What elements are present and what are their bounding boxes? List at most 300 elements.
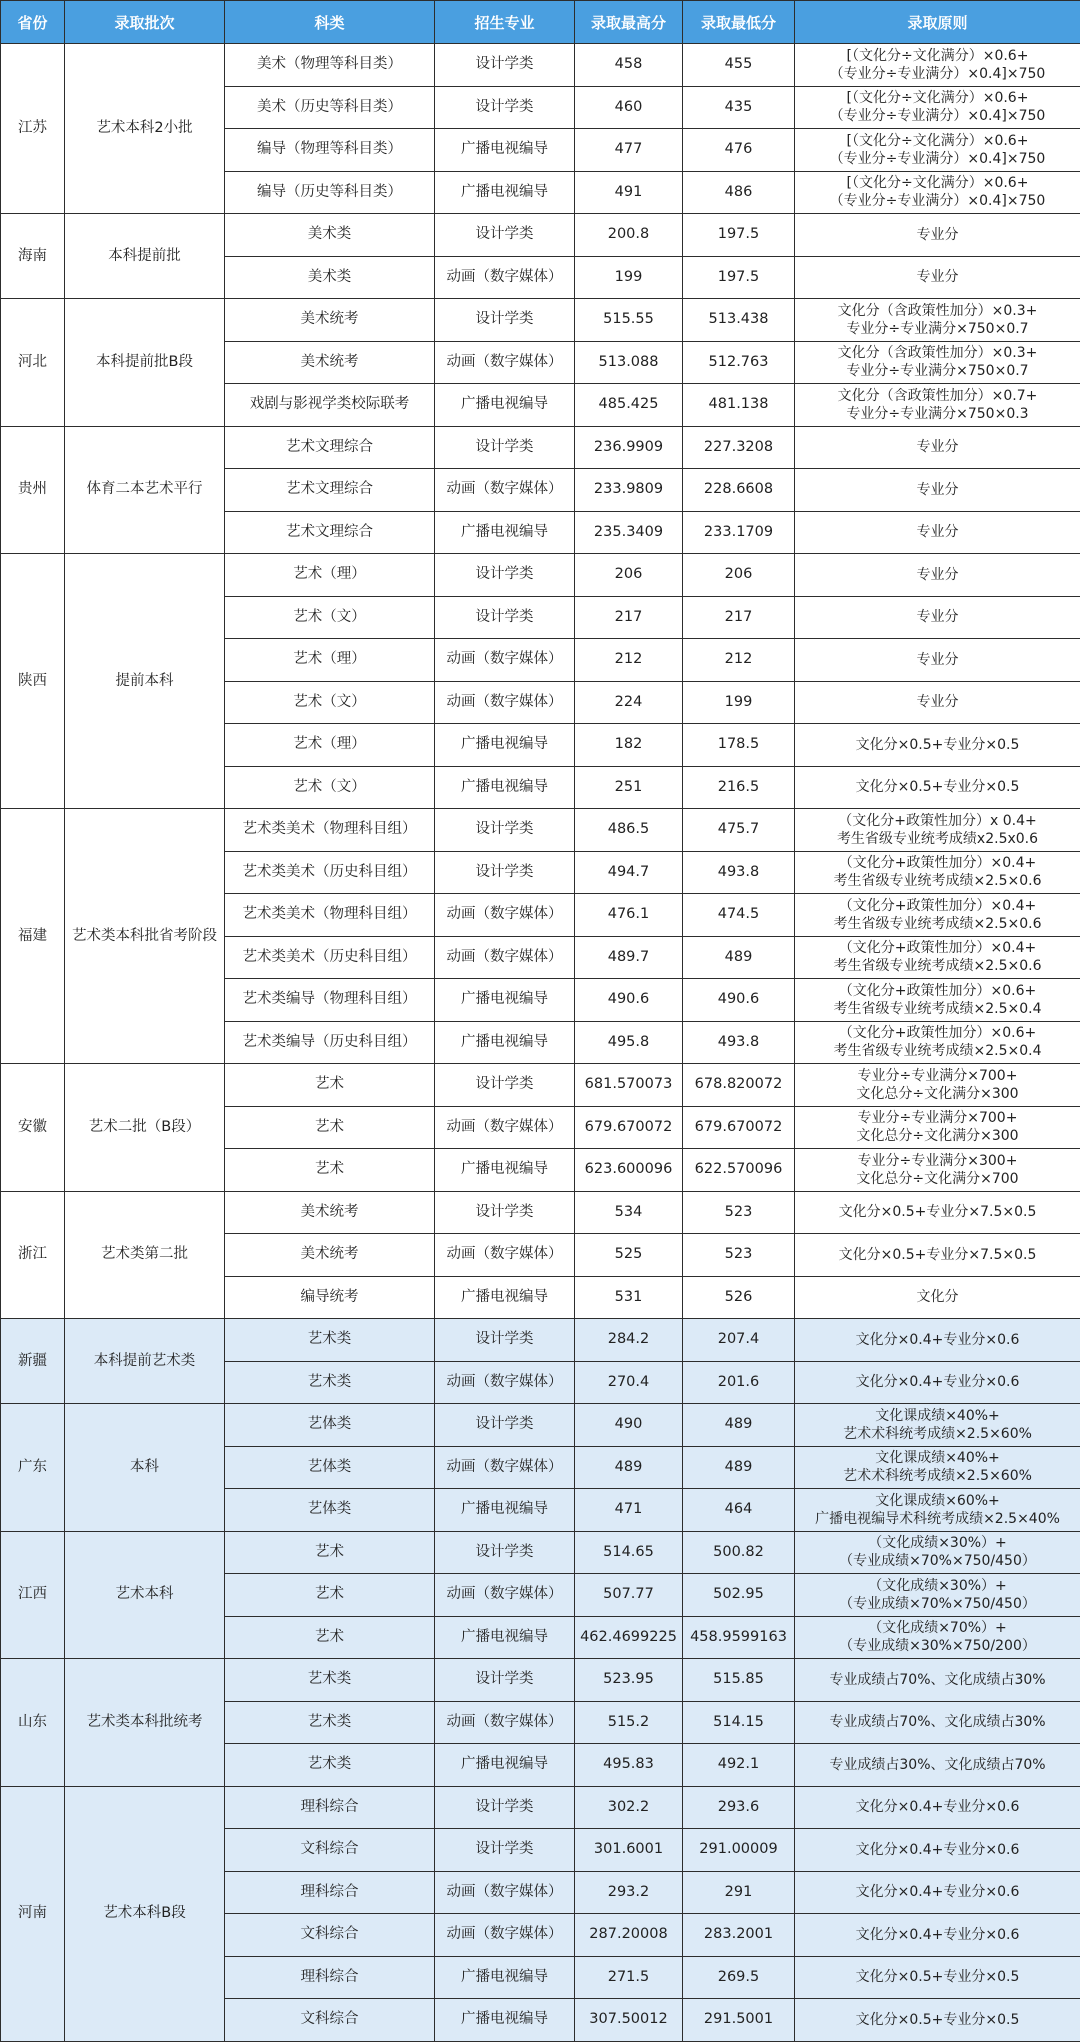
table-row xyxy=(1,1319,1080,1362)
admission-rule-cell xyxy=(795,384,1080,427)
header-category: 科类 xyxy=(225,1,435,44)
min-score-cell: 291.00009 xyxy=(683,1829,795,1872)
rule-line: 文化总分÷文化满分×700 xyxy=(798,1170,1077,1188)
max-score-cell: 679.670072 xyxy=(575,1106,683,1149)
admission-rule-cell xyxy=(795,681,1080,724)
min-score-cell: 269.5 xyxy=(683,1956,795,1999)
province-cell: 浙江 xyxy=(1,1191,65,1319)
batch-cell: 提前本科 xyxy=(65,554,225,809)
major-cell: 设计学类 xyxy=(435,1404,575,1447)
min-score-cell: 233.1709 xyxy=(683,511,795,554)
table-row xyxy=(1,44,1080,87)
rule-line: 专业分÷专业满分×750×0.3 xyxy=(798,405,1077,423)
batch-cell: 本科提前批B段 xyxy=(65,299,225,427)
admission-rule-cell xyxy=(795,1701,1080,1744)
province-cell: 山东 xyxy=(1,1659,65,1787)
major-cell: 广播电视编导 xyxy=(435,384,575,427)
min-score-cell: 216.5 xyxy=(683,766,795,809)
category-cell: 艺术文理综合 xyxy=(225,426,435,469)
major-cell: 设计学类 xyxy=(435,1531,575,1574)
major-cell: 广播电视编导 xyxy=(435,1956,575,1999)
major-cell: 广播电视编导 xyxy=(435,129,575,172)
rule-line: 文化分×0.4+专业分×0.6 xyxy=(798,1331,1077,1349)
category-cell: 艺术类 xyxy=(225,1744,435,1787)
admission-rule-cell xyxy=(795,1786,1080,1829)
category-cell: 理科综合 xyxy=(225,1786,435,1829)
min-score-cell: 679.670072 xyxy=(683,1106,795,1149)
max-score-cell: 458 xyxy=(575,44,683,87)
rule-line: 文化分×0.5+专业分×0.5 xyxy=(798,2011,1077,2029)
max-score-cell: 460 xyxy=(575,86,683,129)
admission-rule-cell xyxy=(795,1744,1080,1787)
min-score-cell: 197.5 xyxy=(683,256,795,299)
table-body xyxy=(1,44,1080,2042)
min-score-cell: 217 xyxy=(683,596,795,639)
admission-rule-cell xyxy=(795,1956,1080,1999)
province-cell: 陕西 xyxy=(1,554,65,809)
rule-line: （专业成绩×70%×750/450） xyxy=(798,1552,1077,1570)
major-cell: 设计学类 xyxy=(435,851,575,894)
major-cell: 设计学类 xyxy=(435,1829,575,1872)
rule-line: 专业分 xyxy=(798,608,1077,626)
min-score-cell: 493.8 xyxy=(683,1021,795,1064)
major-cell: 广播电视编导 xyxy=(435,724,575,767)
rule-line: （专业分÷专业满分）×0.4]×750 xyxy=(798,107,1077,125)
rule-line: 专业分÷专业满分×700+ xyxy=(798,1067,1077,1085)
rule-line: （文化成绩×30%）+ xyxy=(798,1534,1077,1552)
category-cell: 艺术类编导（物理科目组） xyxy=(225,979,435,1022)
min-score-cell: 475.7 xyxy=(683,809,795,852)
admission-rule-cell xyxy=(795,936,1080,979)
category-cell: 艺术类编导（历史科目组） xyxy=(225,1021,435,1064)
major-cell: 动画（数字媒体） xyxy=(435,894,575,937)
admission-rule-cell xyxy=(795,511,1080,554)
category-cell: 艺术类 xyxy=(225,1319,435,1362)
max-score-cell: 513.088 xyxy=(575,341,683,384)
category-cell: 美术统考 xyxy=(225,1191,435,1234)
rule-line: 文化分×0.5+专业分×0.5 xyxy=(798,1968,1077,1986)
admission-rule-cell xyxy=(795,341,1080,384)
admission-rule-cell xyxy=(795,469,1080,512)
major-cell: 动画（数字媒体） xyxy=(435,341,575,384)
major-cell: 动画（数字媒体） xyxy=(435,936,575,979)
min-score-cell: 291 xyxy=(683,1871,795,1914)
rule-line: [（文化分÷文化满分）×0.6+ xyxy=(798,174,1077,192)
category-cell: 艺术文理综合 xyxy=(225,511,435,554)
major-cell: 广播电视编导 xyxy=(435,171,575,214)
rule-line: 文化分 xyxy=(798,1288,1077,1306)
min-score-cell: 464 xyxy=(683,1489,795,1532)
min-score-cell: 227.3208 xyxy=(683,426,795,469)
rule-line: 专业成绩占70%、文化成绩占30% xyxy=(798,1671,1077,1689)
admission-rule-cell xyxy=(795,214,1080,257)
category-cell: 艺术 xyxy=(225,1064,435,1107)
province-cell: 河北 xyxy=(1,299,65,427)
major-cell: 动画（数字媒体） xyxy=(435,1871,575,1914)
category-cell: 艺术 xyxy=(225,1149,435,1192)
min-score-cell: 199 xyxy=(683,681,795,724)
rule-line: 文化分×0.4+专业分×0.6 xyxy=(798,1883,1077,1901)
max-score-cell: 182 xyxy=(575,724,683,767)
min-score-cell: 514.15 xyxy=(683,1701,795,1744)
min-score-cell: 435 xyxy=(683,86,795,129)
major-cell: 设计学类 xyxy=(435,1064,575,1107)
rule-line: 文化总分÷文化满分×300 xyxy=(798,1127,1077,1145)
category-cell: 艺术类 xyxy=(225,1361,435,1404)
max-score-cell: 507.77 xyxy=(575,1574,683,1617)
category-cell: 编导统考 xyxy=(225,1276,435,1319)
batch-cell: 艺术本科2小批 xyxy=(65,44,225,214)
rule-line: （专业成绩×30%×750/200） xyxy=(798,1637,1077,1655)
max-score-cell: 212 xyxy=(575,639,683,682)
rule-line: 文化分×0.4+专业分×0.6 xyxy=(798,1373,1077,1391)
rule-line: （文化分+政策性加分）×0.6+ xyxy=(798,1024,1077,1042)
max-score-cell: 287.20008 xyxy=(575,1914,683,1957)
major-cell: 动画（数字媒体） xyxy=(435,256,575,299)
rule-line: 文化分×0.5+专业分×7.5×0.5 xyxy=(798,1246,1077,1264)
admission-rule-cell xyxy=(795,1659,1080,1702)
major-cell: 广播电视编导 xyxy=(435,1276,575,1319)
province-cell: 江苏 xyxy=(1,44,65,214)
category-cell: 艺术类美术（物理科目组） xyxy=(225,809,435,852)
max-score-cell: 224 xyxy=(575,681,683,724)
category-cell: 艺体类 xyxy=(225,1489,435,1532)
province-cell: 贵州 xyxy=(1,426,65,554)
batch-cell: 艺术类第二批 xyxy=(65,1191,225,1319)
category-cell: 文科综合 xyxy=(225,1829,435,1872)
max-score-cell: 494.7 xyxy=(575,851,683,894)
major-cell: 设计学类 xyxy=(435,596,575,639)
major-cell: 设计学类 xyxy=(435,1786,575,1829)
max-score-cell: 301.6001 xyxy=(575,1829,683,1872)
table-row xyxy=(1,554,1080,597)
major-cell: 设计学类 xyxy=(435,554,575,597)
admission-rule-cell xyxy=(795,86,1080,129)
major-cell: 设计学类 xyxy=(435,809,575,852)
batch-cell: 艺术类本科批统考 xyxy=(65,1659,225,1787)
min-score-cell: 212 xyxy=(683,639,795,682)
max-score-cell: 495.83 xyxy=(575,1744,683,1787)
major-cell: 广播电视编导 xyxy=(435,979,575,1022)
header-min-score: 录取最低分 xyxy=(683,1,795,44)
category-cell: 艺术 xyxy=(225,1574,435,1617)
province-cell: 河南 xyxy=(1,1786,65,2041)
min-score-cell: 678.820072 xyxy=(683,1064,795,1107)
max-score-cell: 523.95 xyxy=(575,1659,683,1702)
admission-rule-cell xyxy=(795,1021,1080,1064)
max-score-cell: 200.8 xyxy=(575,214,683,257)
major-cell: 动画（数字媒体） xyxy=(435,1701,575,1744)
province-cell: 海南 xyxy=(1,214,65,299)
rule-line: （文化分+政策性加分）×0.4+ xyxy=(798,939,1077,957)
admission-rule-cell xyxy=(795,851,1080,894)
batch-cell: 艺术本科B段 xyxy=(65,1786,225,2041)
rule-line: （专业成绩×70%×750/450） xyxy=(798,1595,1077,1613)
admission-rule-cell xyxy=(795,1361,1080,1404)
max-score-cell: 490 xyxy=(575,1404,683,1447)
major-cell: 设计学类 xyxy=(435,214,575,257)
batch-cell: 本科提前批 xyxy=(65,214,225,299)
min-score-cell: 474.5 xyxy=(683,894,795,937)
admission-rule-cell xyxy=(795,1914,1080,1957)
rule-line: 广播电视编导术科统考成绩×2.5×40% xyxy=(798,1510,1077,1528)
rule-line: （文化分+政策性加分）×0.4+ xyxy=(798,897,1077,915)
rule-line: 专业分 xyxy=(798,268,1077,286)
max-score-cell: 491 xyxy=(575,171,683,214)
table-row xyxy=(1,426,1080,469)
min-score-cell: 523 xyxy=(683,1191,795,1234)
admission-rule-cell xyxy=(795,1489,1080,1532)
rule-line: [（文化分÷文化满分）×0.6+ xyxy=(798,89,1077,107)
min-score-cell: 492.1 xyxy=(683,1744,795,1787)
admission-rule-cell xyxy=(795,44,1080,87)
category-cell: 艺术类美术（历史科目组） xyxy=(225,936,435,979)
rule-line: 文化分×0.4+专业分×0.6 xyxy=(798,1798,1077,1816)
max-score-cell: 270.4 xyxy=(575,1361,683,1404)
admission-rule-cell xyxy=(795,171,1080,214)
admission-rule-cell xyxy=(795,129,1080,172)
rule-line: （专业分÷专业满分）×0.4]×750 xyxy=(798,192,1077,210)
category-cell: 美术统考 xyxy=(225,299,435,342)
rule-line: 专业分 xyxy=(798,438,1077,456)
max-score-cell: 236.9909 xyxy=(575,426,683,469)
max-score-cell: 489 xyxy=(575,1446,683,1489)
rule-line: 专业成绩占70%、文化成绩占30% xyxy=(798,1713,1077,1731)
major-cell: 设计学类 xyxy=(435,86,575,129)
rule-line: 文化分×0.5+专业分×0.5 xyxy=(798,778,1077,796)
max-score-cell: 302.2 xyxy=(575,1786,683,1829)
rule-line: 考生省级专业统考成绩×2.5×0.6 xyxy=(798,872,1077,890)
category-cell: 艺术 xyxy=(225,1531,435,1574)
category-cell: 艺术（理） xyxy=(225,554,435,597)
header-admission-rule: 录取原则 xyxy=(795,1,1080,44)
table-row xyxy=(1,809,1080,852)
min-score-cell: 291.5001 xyxy=(683,1999,795,2042)
min-score-cell: 512.763 xyxy=(683,341,795,384)
max-score-cell: 531 xyxy=(575,1276,683,1319)
table-row xyxy=(1,1191,1080,1234)
min-score-cell: 515.85 xyxy=(683,1659,795,1702)
category-cell: 戏剧与影视学类校际联考 xyxy=(225,384,435,427)
rule-line: 艺术术科统考成绩×2.5×60% xyxy=(798,1425,1077,1443)
table-row xyxy=(1,1404,1080,1447)
rule-line: 考生省级专业统考成绩x2.5x0.6 xyxy=(798,830,1077,848)
max-score-cell: 485.425 xyxy=(575,384,683,427)
rule-line: 文化分×0.4+专业分×0.6 xyxy=(798,1841,1077,1859)
admission-rule-cell xyxy=(795,299,1080,342)
max-score-cell: 623.600096 xyxy=(575,1149,683,1192)
major-cell: 动画（数字媒体） xyxy=(435,1234,575,1277)
min-score-cell: 458.9599163 xyxy=(683,1616,795,1659)
max-score-cell: 476.1 xyxy=(575,894,683,937)
min-score-cell: 513.438 xyxy=(683,299,795,342)
admission-rule-cell xyxy=(795,1149,1080,1192)
max-score-cell: 681.570073 xyxy=(575,1064,683,1107)
min-score-cell: 489 xyxy=(683,936,795,979)
admission-rule-cell xyxy=(795,766,1080,809)
admission-rule-cell xyxy=(795,1446,1080,1489)
rule-line: 考生省级专业统考成绩×2.5×0.4 xyxy=(798,1000,1077,1018)
min-score-cell: 283.2001 xyxy=(683,1914,795,1957)
max-score-cell: 525 xyxy=(575,1234,683,1277)
category-cell: 美术（历史等科目类） xyxy=(225,86,435,129)
batch-cell: 艺术类本科批省考阶段 xyxy=(65,809,225,1064)
major-cell: 广播电视编导 xyxy=(435,1149,575,1192)
min-score-cell: 502.95 xyxy=(683,1574,795,1617)
category-cell: 美术（物理等科目类） xyxy=(225,44,435,87)
admission-rule-cell xyxy=(795,639,1080,682)
max-score-cell: 495.8 xyxy=(575,1021,683,1064)
category-cell: 编导（物理等科目类） xyxy=(225,129,435,172)
rule-line: 文化分×0.5+专业分×0.5 xyxy=(798,736,1077,754)
category-cell: 艺术（文） xyxy=(225,766,435,809)
category-cell: 理科综合 xyxy=(225,1871,435,1914)
category-cell: 艺术类美术（物理科目组） xyxy=(225,894,435,937)
rule-line: 文化课成绩×40%+ xyxy=(798,1449,1077,1467)
table-row xyxy=(1,1659,1080,1702)
min-score-cell: 489 xyxy=(683,1404,795,1447)
major-cell: 广播电视编导 xyxy=(435,1489,575,1532)
rule-line: （专业分÷专业满分）×0.4]×750 xyxy=(798,150,1077,168)
major-cell: 广播电视编导 xyxy=(435,511,575,554)
category-cell: 艺术 xyxy=(225,1106,435,1149)
category-cell: 艺术类美术（历史科目组） xyxy=(225,851,435,894)
major-cell: 设计学类 xyxy=(435,1659,575,1702)
rule-line: 文化课成绩×60%+ xyxy=(798,1492,1077,1510)
table-row xyxy=(1,299,1080,342)
admission-rule-cell xyxy=(795,1106,1080,1149)
table-row xyxy=(1,1531,1080,1574)
batch-cell: 体育二本艺术平行 xyxy=(65,426,225,554)
category-cell: 美术类 xyxy=(225,256,435,299)
max-score-cell: 251 xyxy=(575,766,683,809)
min-score-cell: 526 xyxy=(683,1276,795,1319)
province-cell: 江西 xyxy=(1,1531,65,1659)
min-score-cell: 493.8 xyxy=(683,851,795,894)
rule-line: 专业分 xyxy=(798,651,1077,669)
major-cell: 广播电视编导 xyxy=(435,1616,575,1659)
category-cell: 艺术（文） xyxy=(225,596,435,639)
rule-line: 专业分 xyxy=(798,566,1077,584)
rule-line: 文化分×0.4+专业分×0.6 xyxy=(798,1926,1077,1944)
admission-rule-cell xyxy=(795,1531,1080,1574)
header-max-score: 录取最高分 xyxy=(575,1,683,44)
max-score-cell: 206 xyxy=(575,554,683,597)
admission-rule-cell xyxy=(795,554,1080,597)
max-score-cell: 486.5 xyxy=(575,809,683,852)
category-cell: 文科综合 xyxy=(225,1914,435,1957)
admission-rule-cell xyxy=(795,809,1080,852)
admission-rule-cell xyxy=(795,596,1080,639)
major-cell: 设计学类 xyxy=(435,299,575,342)
admission-rule-cell xyxy=(795,979,1080,1022)
category-cell: 艺术（文） xyxy=(225,681,435,724)
rule-line: 艺术术科统考成绩×2.5×60% xyxy=(798,1467,1077,1485)
admission-rule-cell xyxy=(795,1404,1080,1447)
max-score-cell: 515.55 xyxy=(575,299,683,342)
major-cell: 广播电视编导 xyxy=(435,1744,575,1787)
rule-line: （文化分+政策性加分）×0.4+ xyxy=(798,854,1077,872)
min-score-cell: 293.6 xyxy=(683,1786,795,1829)
major-cell: 广播电视编导 xyxy=(435,766,575,809)
category-cell: 艺术文理综合 xyxy=(225,469,435,512)
max-score-cell: 462.4699225 xyxy=(575,1616,683,1659)
min-score-cell: 228.6608 xyxy=(683,469,795,512)
max-score-cell: 489.7 xyxy=(575,936,683,979)
min-score-cell: 476 xyxy=(683,129,795,172)
major-cell: 设计学类 xyxy=(435,1319,575,1362)
rule-line: （文化分+政策性加分）x 0.4+ xyxy=(798,812,1077,830)
category-cell: 艺术 xyxy=(225,1616,435,1659)
rule-line: 专业分÷专业满分×750×0.7 xyxy=(798,362,1077,380)
min-score-cell: 197.5 xyxy=(683,214,795,257)
min-score-cell: 490.6 xyxy=(683,979,795,1022)
max-score-cell: 293.2 xyxy=(575,1871,683,1914)
max-score-cell: 217 xyxy=(575,596,683,639)
rule-line: 文化分（含政策性加分）×0.7+ xyxy=(798,387,1077,405)
max-score-cell: 534 xyxy=(575,1191,683,1234)
min-score-cell: 489 xyxy=(683,1446,795,1489)
table-row xyxy=(1,214,1080,257)
rule-line: 专业分÷专业满分×300+ xyxy=(798,1152,1077,1170)
min-score-cell: 207.4 xyxy=(683,1319,795,1362)
major-cell: 动画（数字媒体） xyxy=(435,1914,575,1957)
rule-line: 专业分 xyxy=(798,523,1077,541)
admission-rule-cell xyxy=(795,1829,1080,1872)
batch-cell: 本科 xyxy=(65,1404,225,1532)
max-score-cell: 284.2 xyxy=(575,1319,683,1362)
category-cell: 美术类 xyxy=(225,214,435,257)
rule-line: （文化分+政策性加分）×0.6+ xyxy=(798,982,1077,1000)
category-cell: 理科综合 xyxy=(225,1956,435,1999)
category-cell: 美术统考 xyxy=(225,1234,435,1277)
admission-rule-cell xyxy=(795,256,1080,299)
admission-rule-cell xyxy=(795,1616,1080,1659)
rule-line: 文化总分÷文化满分×300 xyxy=(798,1085,1077,1103)
min-score-cell: 486 xyxy=(683,171,795,214)
rule-line: 专业分 xyxy=(798,481,1077,499)
min-score-cell: 481.138 xyxy=(683,384,795,427)
rule-line: （文化成绩×30%）+ xyxy=(798,1577,1077,1595)
min-score-cell: 523 xyxy=(683,1234,795,1277)
admission-rule-cell xyxy=(795,894,1080,937)
admission-rule-cell xyxy=(795,1999,1080,2042)
min-score-cell: 201.6 xyxy=(683,1361,795,1404)
rule-line: 考生省级专业统考成绩×2.5×0.6 xyxy=(798,957,1077,975)
rule-line: 文化分（含政策性加分）×0.3+ xyxy=(798,302,1077,320)
major-cell: 动画（数字媒体） xyxy=(435,469,575,512)
rule-line: [（文化分÷文化满分）×0.6+ xyxy=(798,132,1077,150)
major-cell: 动画（数字媒体） xyxy=(435,681,575,724)
max-score-cell: 235.3409 xyxy=(575,511,683,554)
major-cell: 设计学类 xyxy=(435,1191,575,1234)
category-cell: 艺术（理） xyxy=(225,639,435,682)
admission-rule-cell xyxy=(795,1871,1080,1914)
rule-line: 文化分（含政策性加分）×0.3+ xyxy=(798,344,1077,362)
admission-rule-cell xyxy=(795,1276,1080,1319)
province-cell: 福建 xyxy=(1,809,65,1064)
max-score-cell: 471 xyxy=(575,1489,683,1532)
province-cell: 新疆 xyxy=(1,1319,65,1404)
major-cell: 设计学类 xyxy=(435,426,575,469)
rule-line: 专业分÷专业满分×750×0.7 xyxy=(798,320,1077,338)
category-cell: 文科综合 xyxy=(225,1999,435,2042)
min-score-cell: 500.82 xyxy=(683,1531,795,1574)
rule-line: 文化分×0.5+专业分×7.5×0.5 xyxy=(798,1203,1077,1221)
admission-rule-cell xyxy=(795,1574,1080,1617)
category-cell: 艺术类 xyxy=(225,1701,435,1744)
major-cell: 设计学类 xyxy=(435,44,575,87)
